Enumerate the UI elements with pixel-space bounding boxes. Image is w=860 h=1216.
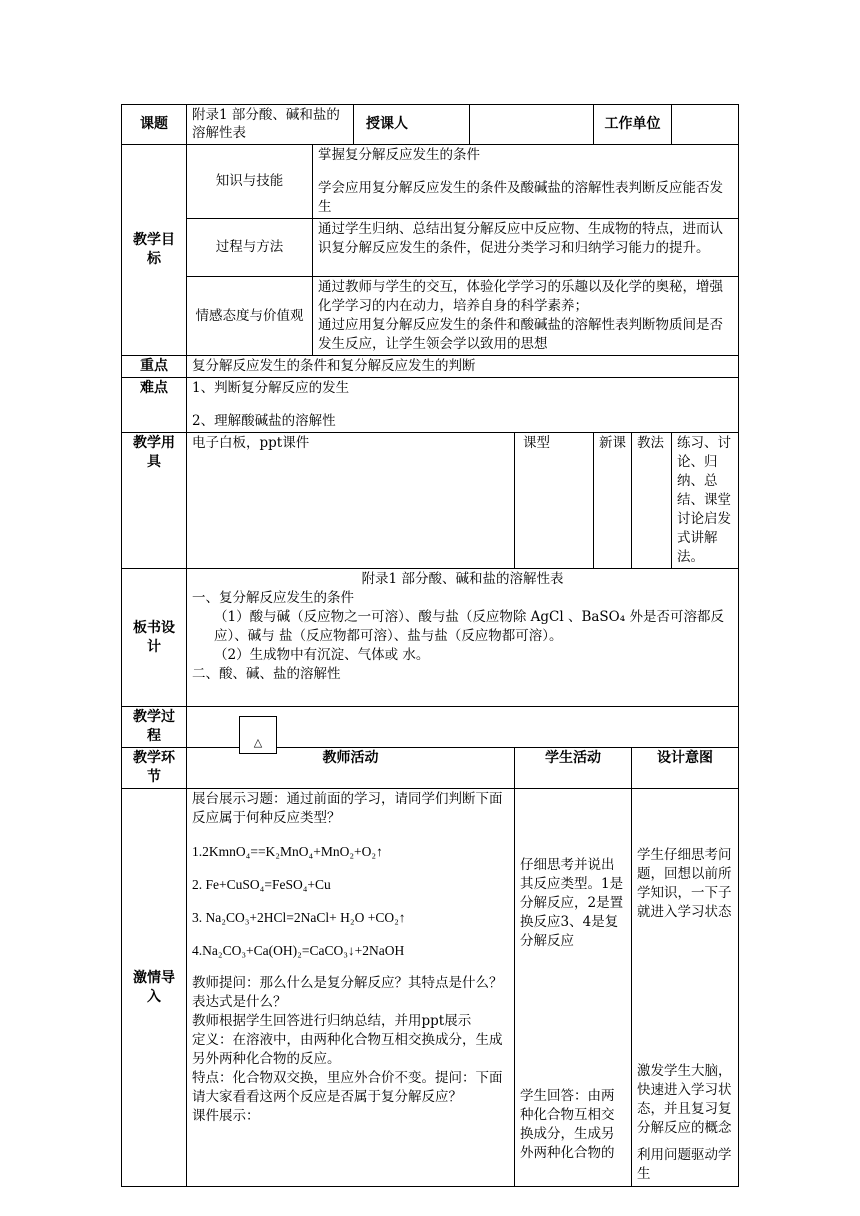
topic-label: 课题 xyxy=(122,105,187,145)
triangle-textbox xyxy=(239,716,277,754)
board-content xyxy=(187,569,739,707)
lesson-type-value: 新课 xyxy=(594,433,632,569)
definition-text: 定义：在溶液中，由两种化合物互相交换成分，生成另外两种化合物的反应。 xyxy=(192,1032,503,1067)
equation-4: 4.Na₂CO₃+Ca(OH)₂=CaCO₃↓+2NaOH xyxy=(192,943,405,958)
intent-3: 利用问题驱动学生 xyxy=(637,1147,732,1182)
intro-design-intent xyxy=(632,789,739,1187)
board-item-2: （2）生成物中有沉淀、气体或 水。 xyxy=(214,647,430,663)
unit-label: 工作单位 xyxy=(594,105,672,145)
knowledge-line-1: 掌握复分解反应发生的条件 xyxy=(318,147,480,163)
process-label: 教学过程 xyxy=(122,707,187,748)
objectives-label: 教学目标 xyxy=(122,145,187,356)
intro-teacher-activity xyxy=(187,789,515,1187)
stage-header: 教学环节 xyxy=(122,748,187,789)
teacher-label: 授课人 xyxy=(354,105,470,145)
teacher-activity-header: 教师活动 xyxy=(187,748,515,789)
difficulty-label: 难点 xyxy=(122,378,187,433)
unit-value xyxy=(672,105,739,145)
difficulty-line-2: 2、理解酸碱盐的溶解性 xyxy=(192,413,336,429)
design-intent-header: 设计意图 xyxy=(632,748,739,789)
intro-stage-label: 激情导入 xyxy=(122,789,187,1187)
courseware-text: 课件展示： xyxy=(192,1108,260,1124)
intro-student-activity xyxy=(515,789,632,1187)
equation-1: 1.2KmnO₄==K₂MnO₄+MnO₂+O₂↑ xyxy=(192,844,383,859)
knowledge-label: 知识与技能 xyxy=(187,145,313,219)
emotion-line-1: 通过教师与学生的交互，体验化学学习的乐趣以及化学的奥秘，增强化学学习的内在动力，培养自身的科学素养； xyxy=(318,279,723,314)
board-label: 板书设计 xyxy=(122,569,187,707)
emotion-label: 情感态度与价值观 xyxy=(187,277,313,356)
emotion-text xyxy=(313,277,739,356)
key-point-text: 复分解反应发生的条件和复分解反应发生的判断 xyxy=(187,356,739,378)
knowledge-text xyxy=(313,145,739,219)
intent-1: 学生仔细思考问题，回想以前所学知识，一下子就进入学习状态 xyxy=(637,847,732,920)
triangle-icon: △ xyxy=(253,736,263,749)
feature-text: 特点：化合物双交换，里应外合价不变。提问：下面请大家看看这两个反应是否属于复分解反应？ xyxy=(192,1070,503,1105)
lesson-plan xyxy=(121,104,738,1187)
topic-value: 附录1 部分酸、碱和盐的溶解性表 xyxy=(187,105,354,145)
key-point-label: 重点 xyxy=(122,356,187,378)
tools-value: 电子白板，ppt课件 xyxy=(187,433,515,569)
intent-2: 激发学生大脑，快速进入学习状态，并且复习复分解反应的概念 xyxy=(637,1063,732,1136)
method-value: 练习、讨论、归纳、总结、课堂讨论启发式讲解法。 xyxy=(672,433,739,569)
board-item-1: （1）酸与碱（反应物之一可溶）、酸与盐（反应物除 AgCl 、BaSO₄ 外是否可溶都反应）、碱与 盐（反应物都可溶）、盐与盐（反应物都可溶）。 xyxy=(214,609,724,644)
knowledge-line-2: 学会应用复分解反应发生的条件及酸碱盐的溶解性表判断反应能否发生 xyxy=(318,180,723,215)
method-label: 教法 xyxy=(632,433,672,569)
tools-label: 教学用具 xyxy=(122,433,187,569)
lesson-type-label: 课型 xyxy=(515,433,594,569)
lesson-plan-table xyxy=(121,104,739,1187)
student-answer-2: 学生回答：由两种化合物互相交换成分，生成另外两种化合物的 xyxy=(520,1088,615,1161)
intro-teacher-prompt: 展台展示习题：通过前面的学习，请同学们判断下面反应属于何种反应类型？ xyxy=(192,791,503,826)
process-method-label: 过程与方法 xyxy=(187,219,313,277)
student-answer-1: 仔细思考并说出其反应类型。1是分解反应，2是置换反应3、4是复分解反应 xyxy=(520,857,624,949)
process-method-text: 通过学生归纳、总结出复分解反应中反应物、生成物的特点，进而认识复分解反应发生的条件，促进分类学习和归纳学习能力的提升。 xyxy=(313,219,739,277)
board-section-2: 二、酸、碱、盐的溶解性 xyxy=(192,666,341,682)
board-title: 附录1 部分酸、碱和盐的溶解性表 xyxy=(361,571,564,587)
equation-3: 3. Na₂CO₃+2HCl=2NaCl+ H₂O +CO₂↑ xyxy=(192,910,406,925)
student-activity-header: 学生活动 xyxy=(515,748,632,789)
teacher-value xyxy=(470,105,594,145)
teacher-question: 教师提问：那么什么是复分解反应？其特点是什么？表达式是什么？ xyxy=(192,975,503,1010)
difficulty-text xyxy=(187,378,739,433)
board-section-1: 一、复分解反应发生的条件 xyxy=(192,590,354,606)
teacher-summary: 教师根据学生回答进行归纳总结，并用ppt展示 xyxy=(192,1013,472,1029)
equation-2: 2. Fe+CuSO₄=FeSO₄+Cu xyxy=(192,877,331,892)
difficulty-line-1: 1、判断复分解反应的发生 xyxy=(192,380,350,396)
emotion-line-2: 通过应用复分解反应发生的条件和酸碱盐的溶解性表判断物质间是否发生反应，让学生领会学以致用的思想 xyxy=(318,317,723,352)
